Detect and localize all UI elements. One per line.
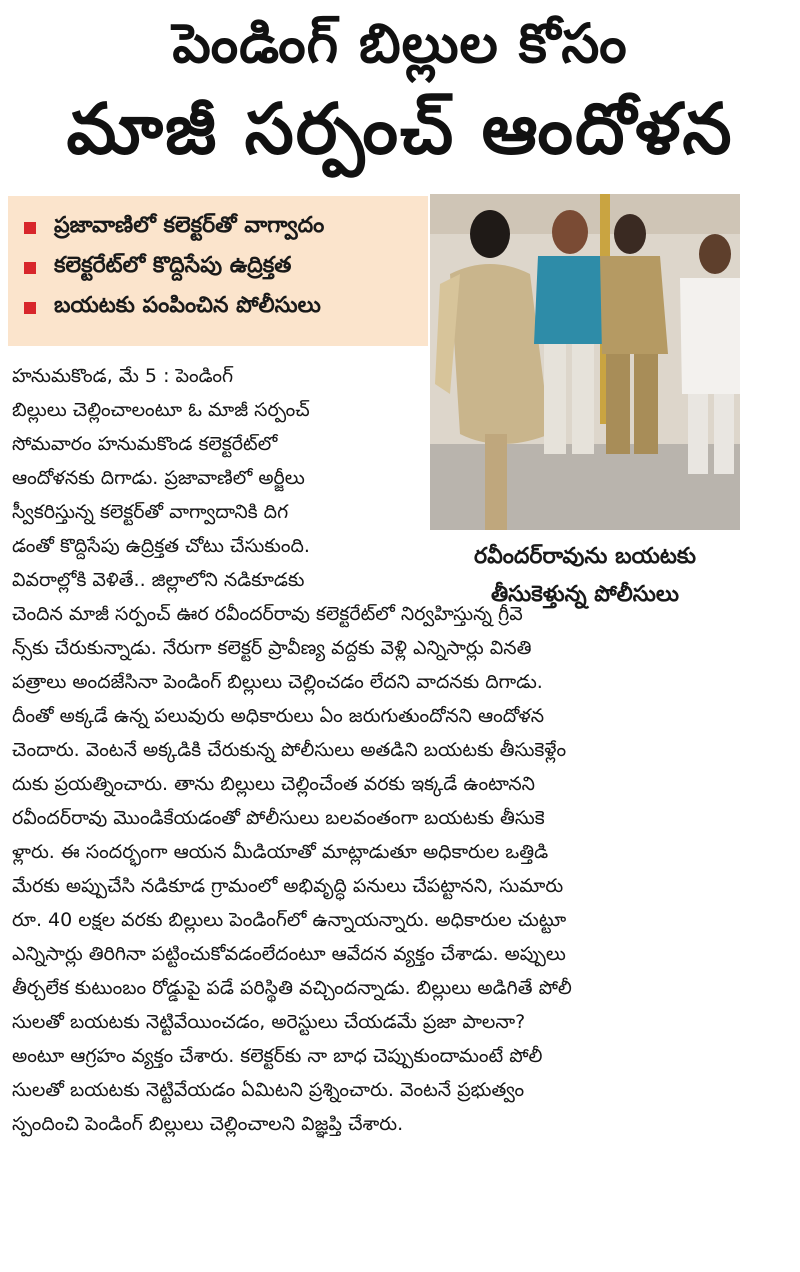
body-line: వివరాల్లోకి వెళితే.. జిల్లాలోని నడికూడకు <box>12 569 305 591</box>
highlight-text: ప్రజావాణిలో కలెక్టర్‌తో వాగ్వాదం <box>54 213 325 238</box>
body-line: బిల్లులు చెల్లించాలంటూ ఓ మాజీ సర్పంచ్ <box>12 399 310 421</box>
bullet-square-icon <box>24 222 36 234</box>
headline-line-2: మాజీ సర్పంచ్ ఆందోళన <box>66 88 734 170</box>
photo-illustration <box>430 194 740 530</box>
caption-line-1: రవీందర్‌రావును బయటకు <box>474 544 696 569</box>
highlight-item <box>8 288 428 328</box>
bullet-square-icon <box>24 262 36 274</box>
bullet-square-icon <box>24 302 36 314</box>
body-line: సోమవారం హనుమకొండ కలెక్టరేట్‌లో <box>12 433 278 455</box>
highlight-text: కలెక్టరేట్‌లో కొద్దిసేపు ఉద్రిక్తత <box>54 253 292 278</box>
body-line: ఆందోళనకు దిగాడు. ప్రజావాణిలో అర్జీలు <box>12 467 305 489</box>
body-line: రవీందర్‌రావు మొండికేయడంతో పోలీసులు బలవంతంగా బయటకు తీసుకె <box>12 807 545 829</box>
body-line: మేరకు అప్పుచేసి నడికూడ గ్రామంలో అభివృద్ధి పనులు చేపట్టానని, సుమారు <box>12 875 564 897</box>
caption-line-2: తీసుకెళ్తున్న పోలీసులు <box>490 582 680 607</box>
news-photo <box>430 194 740 530</box>
body-line: చెందారు. వెంటనే అక్కడికి చేరుకున్న పోలీసులు అతడిని బయటకు తీసుకెళ్లేం <box>12 739 567 761</box>
headline-line-1: పెండింగ్ బిల్లుల కోసం <box>172 12 628 75</box>
body-line: స్పందించి పెండింగ్ బిల్లులు చెల్లించాలని విజ్ఞప్తి చేశారు. <box>12 1113 404 1135</box>
body-line: చెందిన మాజీ సర్పంచ్ ఊర రవీందర్‌రావు కలెక్టరేట్‌లో నిర్వహిస్తున్న గ్రీవె <box>12 603 523 625</box>
body-line: ఎన్నిసార్లు తిరిగినా పట్టించుకోవడంలేదంటూ ఆవేదన వ్యక్తం చేశాడు. అప్పులు <box>12 943 566 965</box>
body-line: రూ. 40 లక్షల వరకు బిల్లులు పెండింగ్‌లో ఉన్నాయన్నారు. అధికారుల చుట్టూ <box>12 909 567 931</box>
highlight-item <box>8 208 428 248</box>
body-line: సులతో బయటకు నెట్టివేయించడం, అరెస్టులు చేయడమే ప్రజా పాలనా? <box>12 1011 526 1033</box>
body-line: అంటూ ఆగ్రహం వ్యక్తం చేశారు. కలెక్టర్‌కు నా బాధ చెప్పుకుందామంటే పోలీ <box>12 1045 543 1067</box>
body-line: న్స్‌కు చేరుకున్నాడు. నేరుగా కలెక్టర్ ప్రావీణ్య వద్దకు వెళ్లి ఎన్నిసార్లు వినతి <box>12 637 532 659</box>
body-line: దుకు ప్రయత్నించారు. తాను బిల్లులు చెల్లించేంత వరకు ఇక్కడే ఉంటానని <box>12 773 536 795</box>
body-line: దీంతో అక్కడే ఉన్న పలువురు అధికారులు ఏం జరుగుతుందోనని ఆందోళన <box>12 705 545 727</box>
highlights-box <box>8 196 428 346</box>
body-line: స్వీకరిస్తున్న కలెక్టర్‌తో వాగ్వాదానికి దిగ <box>12 501 289 523</box>
body-line: హనుమకొండ, మే 5 : పెండింగ్ <box>12 365 234 387</box>
highlight-item <box>8 248 428 288</box>
body-line: సులతో బయటకు నెట్టివేయడం ఏమిటని ప్రశ్నించారు. వెంటనే ప్రభుత్వం <box>12 1079 525 1101</box>
body-line: పత్రాలు అందజేసినా పెండింగ్ బిల్లులు చెల్లించడం లేదని వాదనకు దిగాడు. <box>12 671 543 693</box>
body-line: డంతో కొద్దిసేపు ఉద్రిక్తత చోటు చేసుకుంది. <box>12 535 310 557</box>
highlight-text: బయటకు పంపించిన పోలీసులు <box>54 293 321 318</box>
body-line: ళ్లారు. ఈ సందర్భంగా ఆయన మీడియాతో మాట్లాడుతూ అధికారుల ఒత్తిడి <box>12 841 549 863</box>
body-line: తీర్చలేక కుటుంబం రోడ్డుపై పడే పరిస్థితి వచ్చిందన్నాడు. బిల్లులు అడిగితే పోలీ <box>12 977 572 999</box>
